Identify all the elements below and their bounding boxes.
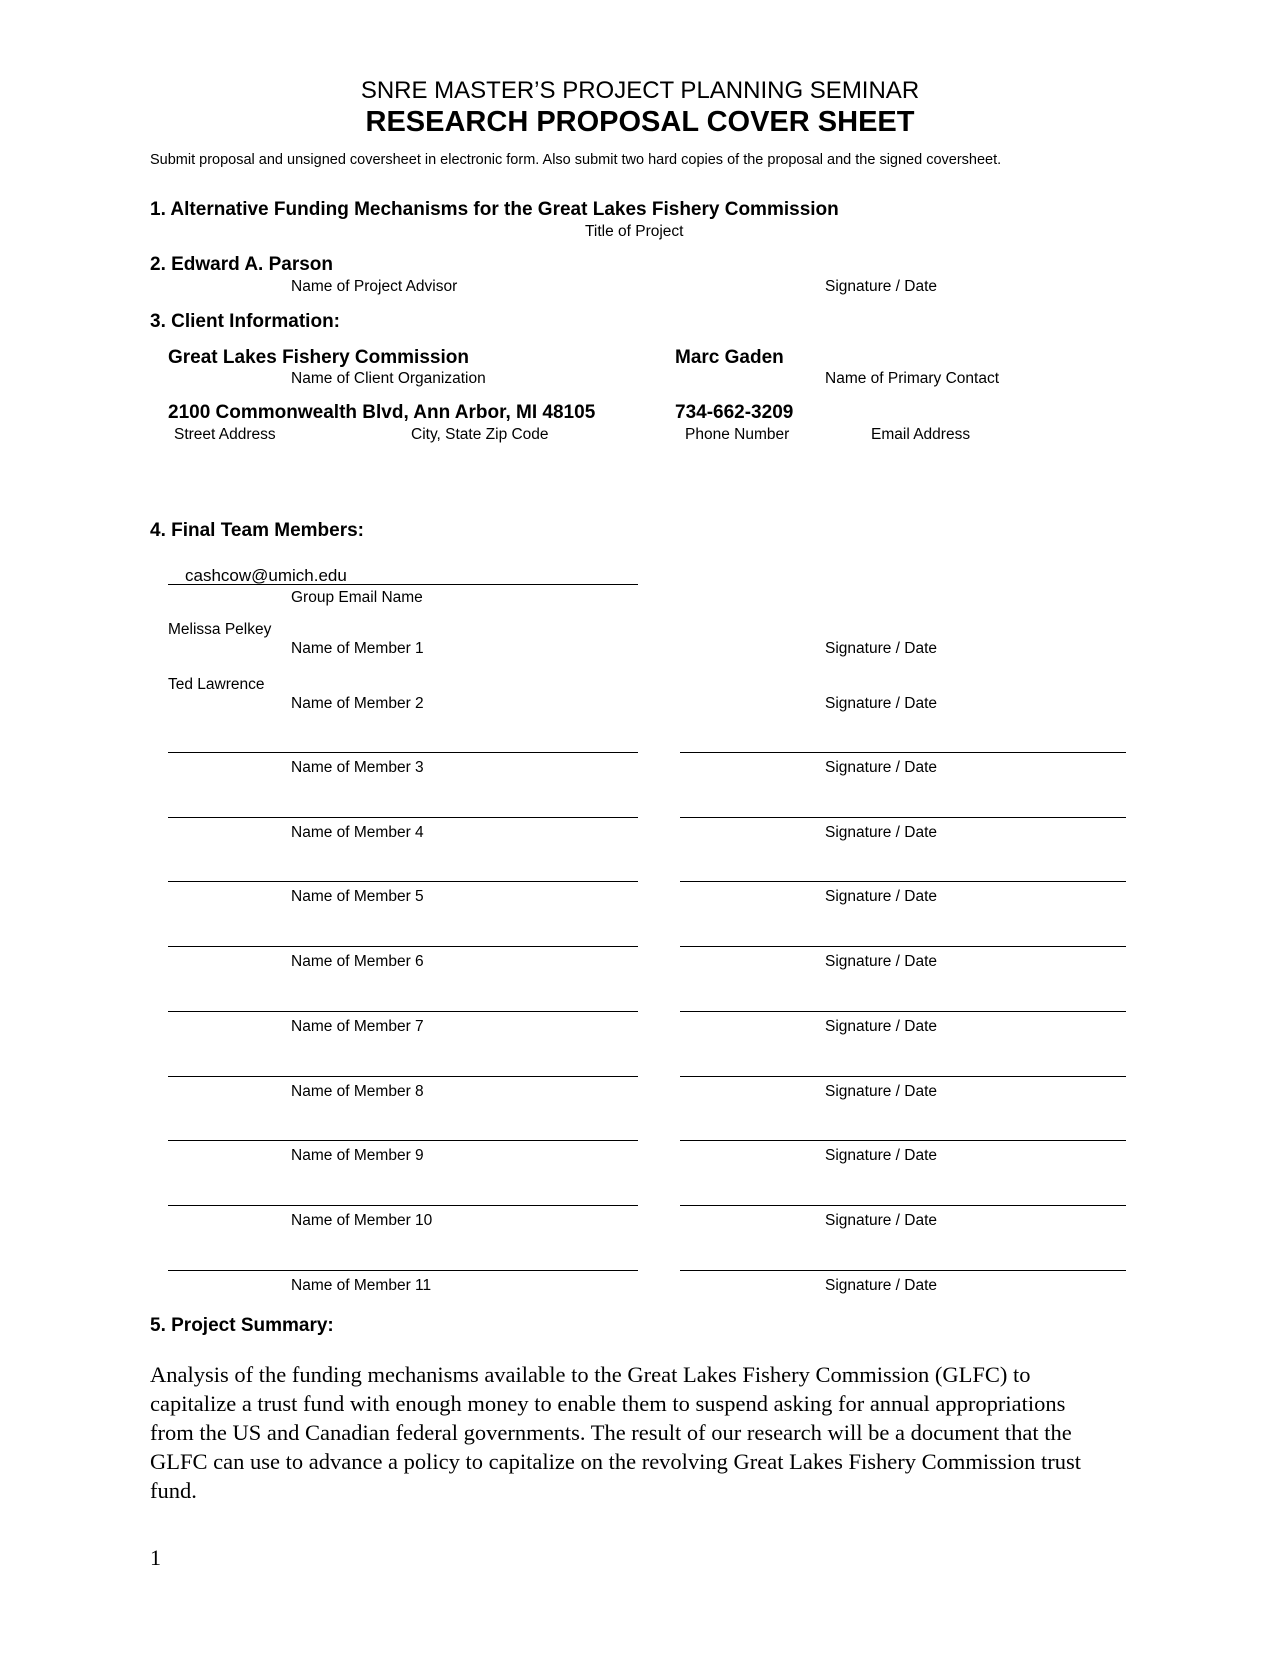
- member-name-value: Melissa Pelkey: [168, 621, 272, 638]
- member-signature-line: [680, 1011, 1126, 1012]
- group-email-value: cashcow@umich.edu: [185, 566, 347, 585]
- member-name-line: [168, 752, 638, 753]
- member-name-line: [168, 946, 638, 947]
- member-name-line: [168, 1140, 638, 1141]
- client-organization-label: Name of Client Organization: [291, 370, 486, 387]
- member-signature-line: [680, 1140, 1126, 1141]
- form-title: RESEARCH PROPOSAL COVER SHEET: [365, 106, 915, 138]
- project-title-value: 1. Alternative Funding Mechanisms for the Great Lakes Fishery Commission: [150, 199, 839, 220]
- project-summary-heading: 5. Project Summary:: [150, 1315, 334, 1336]
- member-name-label: Name of Member 7: [291, 1018, 424, 1035]
- city-state-zip-label: City, State Zip Code: [411, 426, 549, 443]
- member-signature-line: [680, 1076, 1126, 1077]
- member-signature-label: Signature / Date: [825, 953, 938, 970]
- member-signature-label: Signature / Date: [825, 1277, 938, 1294]
- client-phone-value: 734-662-3209: [675, 402, 794, 423]
- email-address-label: Email Address: [871, 426, 971, 443]
- member-signature-label: Signature / Date: [825, 1018, 938, 1035]
- member-signature-line: [680, 817, 1126, 818]
- member-signature-label: Signature / Date: [825, 640, 938, 657]
- primary-contact-label: Name of Primary Contact: [825, 370, 999, 387]
- group-email-label: Group Email Name: [291, 589, 423, 606]
- phone-number-label: Phone Number: [685, 426, 790, 443]
- member-name-line: [168, 1205, 638, 1206]
- project-advisor-label: Name of Project Advisor: [291, 278, 458, 295]
- member-signature-label: Signature / Date: [825, 695, 938, 712]
- member-signature-label: Signature / Date: [825, 1147, 938, 1164]
- street-address-label: Street Address: [174, 426, 276, 443]
- member-name-label: Name of Member 9: [291, 1147, 424, 1164]
- group-email-line: [168, 584, 638, 585]
- project-summary-text: Analysis of the funding mechanisms available to the Great Lakes Fishery Commission (GLFC) to capitalize a trust fund with enough money to enable them to suspend asking for annual appropriations from the US and Canadian federal governments. The result of our research will be a document that the GLFC can use to advance a policy to capitalize on the revolving Great Lakes Fishery Commission trust fund.: [150, 1362, 1082, 1503]
- member-signature-label: Signature / Date: [825, 759, 938, 776]
- member-signature-label: Signature / Date: [825, 1083, 938, 1100]
- member-name-label: Name of Member 8: [291, 1083, 424, 1100]
- client-info-heading: 3. Client Information:: [150, 311, 340, 332]
- member-signature-label: Signature / Date: [825, 888, 938, 905]
- member-name-line: [168, 1011, 638, 1012]
- member-signature-line: [680, 946, 1126, 947]
- member-name-value: Ted Lawrence: [168, 676, 265, 693]
- member-name-label: Name of Member 10: [291, 1212, 433, 1229]
- member-name-label: Name of Member 6: [291, 953, 424, 970]
- member-name-label: Name of Member 4: [291, 824, 424, 841]
- client-address-value: 2100 Commonwealth Blvd, Ann Arbor, MI 48105: [168, 402, 596, 423]
- member-name-label: Name of Member 3: [291, 759, 424, 776]
- member-signature-label: Signature / Date: [825, 1212, 938, 1229]
- member-signature-line: [680, 752, 1126, 753]
- member-name-label: Name of Member 2: [291, 695, 424, 712]
- advisor-signature-label: Signature / Date: [825, 278, 938, 295]
- project-advisor-value: 2. Edward A. Parson: [150, 254, 334, 275]
- page-number: 1: [150, 1545, 161, 1570]
- client-organization-value: Great Lakes Fishery Commission: [168, 347, 469, 368]
- form-subtitle: SNRE MASTER’S PROJECT PLANNING SEMINAR: [360, 77, 920, 104]
- team-members-heading: 4. Final Team Members:: [150, 520, 364, 541]
- member-name-line: [168, 1270, 638, 1271]
- member-signature-label: Signature / Date: [825, 824, 938, 841]
- member-name-label: Name of Member 5: [291, 888, 424, 905]
- primary-contact-value: Marc Gaden: [675, 347, 784, 368]
- member-name-line: [168, 881, 638, 882]
- member-name-label: Name of Member 11: [291, 1277, 432, 1294]
- instructions-text: Submit proposal and unsigned coversheet in electronic form. Also submit two hard copies of the proposal and the signed coversheet.: [150, 152, 1002, 168]
- project-title-label: Title of Project: [585, 223, 684, 240]
- member-signature-line: [680, 881, 1126, 882]
- member-signature-line: [680, 1205, 1126, 1206]
- member-name-label: Name of Member 1: [291, 640, 424, 657]
- member-signature-line: [680, 1270, 1126, 1271]
- member-name-line: [168, 817, 638, 818]
- member-name-line: [168, 1076, 638, 1077]
